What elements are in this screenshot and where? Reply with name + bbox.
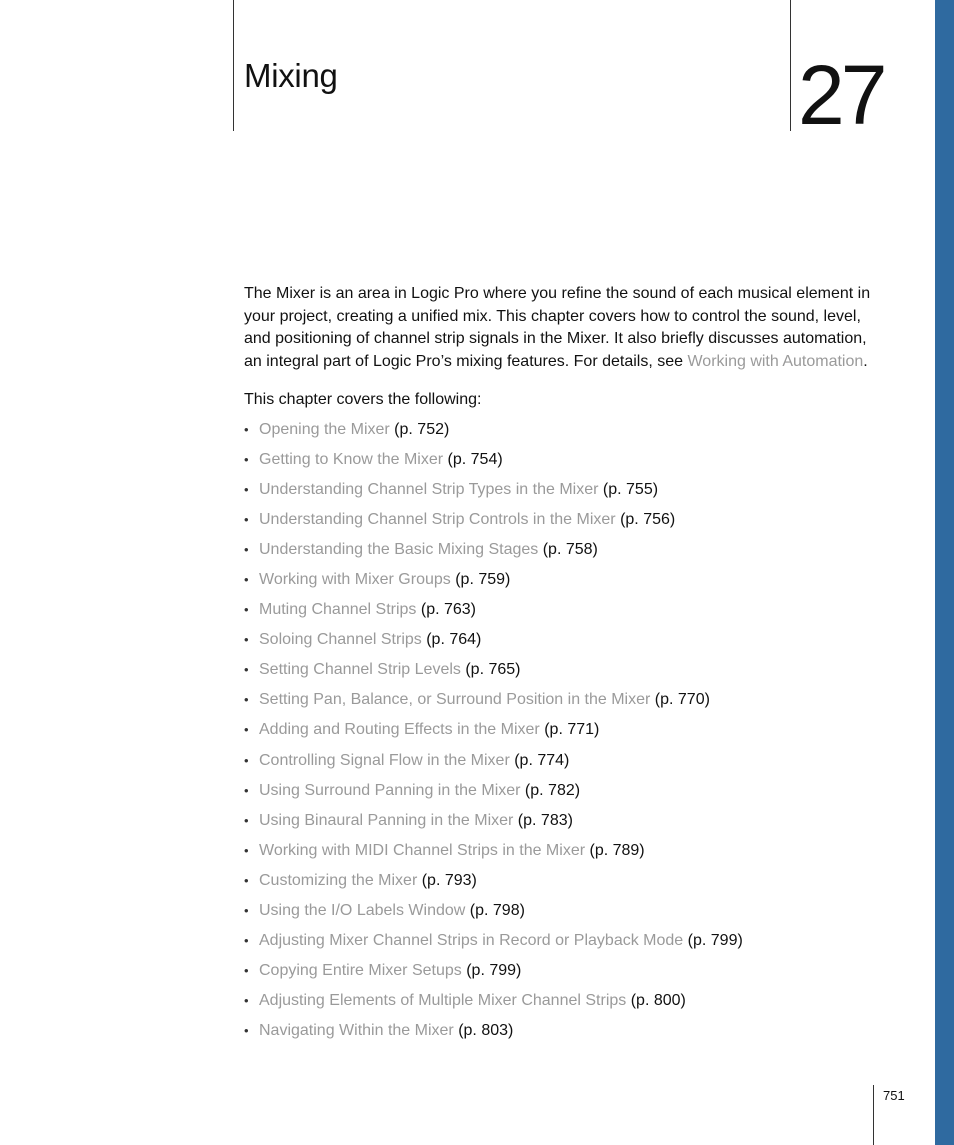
toc-item bbox=[244, 810, 743, 840]
toc-link[interactable]: Understanding the Basic Mixing Stages bbox=[259, 541, 539, 559]
toc-item bbox=[244, 990, 743, 1020]
bullet-icon: • bbox=[244, 512, 249, 528]
bullet-icon: • bbox=[244, 632, 249, 648]
bullet-icon: • bbox=[244, 992, 249, 1008]
bullet-icon: • bbox=[244, 902, 249, 918]
toc-item bbox=[244, 599, 743, 629]
toc-list bbox=[244, 419, 743, 1050]
toc-page-ref: (p. 754) bbox=[443, 451, 503, 469]
toc-page-ref: (p. 756) bbox=[615, 511, 676, 529]
bullet-icon: • bbox=[244, 842, 249, 858]
toc-link[interactable]: Using the I/O Labels Window bbox=[259, 901, 466, 919]
toc-item bbox=[244, 449, 743, 479]
toc-link[interactable]: Setting Channel Strip Levels bbox=[259, 661, 461, 679]
intro-paragraph bbox=[244, 283, 876, 374]
toc-page-ref: (p. 770) bbox=[650, 691, 710, 709]
toc-page-ref: (p. 783) bbox=[513, 811, 573, 829]
toc-page-ref: (p. 789) bbox=[585, 841, 645, 859]
toc-page-ref: (p. 799) bbox=[461, 961, 522, 979]
toc-page-ref: (p. 771) bbox=[539, 721, 600, 739]
header-rule-left bbox=[233, 0, 234, 131]
toc-item bbox=[244, 719, 743, 749]
intro-end: . bbox=[863, 353, 868, 371]
bullet-icon: • bbox=[244, 452, 249, 468]
toc-item bbox=[244, 900, 743, 930]
toc-item bbox=[244, 960, 743, 990]
toc-link[interactable]: Soloing Channel Strips bbox=[259, 631, 422, 649]
bullet-icon: • bbox=[244, 1022, 249, 1038]
toc-link[interactable]: Working with MIDI Channel Strips in the Mixer bbox=[259, 841, 586, 859]
toc-link[interactable]: Navigating Within the Mixer bbox=[259, 1021, 454, 1039]
toc-page-ref: (p. 774) bbox=[509, 751, 570, 769]
toc-page-ref: (p. 758) bbox=[538, 541, 598, 559]
toc-link[interactable]: Setting Pan, Balance, or Surround Position in the Mixer bbox=[259, 691, 651, 709]
intro-automation-link[interactable]: Working with Automation bbox=[687, 353, 864, 371]
footer-rule bbox=[873, 1085, 874, 1145]
toc-link[interactable]: Using Binaural Panning in the Mixer bbox=[259, 811, 514, 829]
toc-item bbox=[244, 659, 743, 689]
toc-item bbox=[244, 479, 743, 509]
chapter-side-bar bbox=[935, 0, 954, 1145]
toc-item bbox=[244, 539, 743, 569]
toc-page-ref: (p. 763) bbox=[416, 601, 477, 619]
toc-item bbox=[244, 840, 743, 870]
bullet-icon: • bbox=[244, 812, 249, 828]
bullet-icon: • bbox=[244, 662, 249, 678]
toc-item bbox=[244, 930, 743, 960]
bullet-icon: • bbox=[244, 752, 249, 768]
toc-link[interactable]: Copying Entire Mixer Setups bbox=[259, 961, 462, 979]
toc-page-ref: (p. 752) bbox=[389, 421, 450, 438]
bullet-icon: • bbox=[244, 962, 249, 978]
toc-link[interactable]: Working with Mixer Groups bbox=[259, 571, 451, 589]
bullet-icon: • bbox=[244, 422, 249, 437]
toc-page-ref: (p. 793) bbox=[417, 871, 477, 889]
bullet-icon: • bbox=[244, 782, 249, 798]
bullet-icon: • bbox=[244, 722, 249, 738]
intro-text: The Mixer is an area in Logic Pro where you refine the sound of each musical element in your project, creating a unified mix. This chapter covers how to control the sound, level, and positioning of channel strip signals in the Mixer. It also briefly discusses automation, an integral part of Logic Pro’s mixing features. For details, see bbox=[244, 285, 871, 371]
toc-page-ref: (p. 798) bbox=[465, 901, 525, 919]
toc-item bbox=[244, 629, 743, 659]
covers-label: This chapter covers the following: bbox=[244, 391, 482, 408]
toc-page-ref: (p. 765) bbox=[460, 661, 521, 679]
toc-item bbox=[244, 419, 743, 449]
page-number: 751 bbox=[883, 1088, 905, 1103]
bullet-icon: • bbox=[244, 692, 249, 708]
toc-link[interactable]: Adjusting Elements of Multiple Mixer Channel Strips bbox=[259, 991, 627, 1009]
bullet-icon: • bbox=[244, 482, 249, 498]
toc-page-ref: (p. 759) bbox=[450, 571, 511, 589]
toc-item bbox=[244, 509, 743, 539]
toc-page-ref: (p. 803) bbox=[453, 1021, 514, 1039]
toc-item bbox=[244, 780, 743, 810]
toc-page-ref: (p. 764) bbox=[421, 631, 482, 649]
chapter-number: 27 bbox=[798, 48, 884, 142]
toc-page-ref: (p. 782) bbox=[520, 781, 581, 799]
toc-link[interactable]: Controlling Signal Flow in the Mixer bbox=[259, 751, 510, 769]
toc-link[interactable]: Muting Channel Strips bbox=[259, 601, 417, 619]
toc-link[interactable]: Getting to Know the Mixer bbox=[259, 451, 444, 469]
bullet-icon: • bbox=[244, 542, 249, 558]
chapter-title: Mixing bbox=[244, 57, 338, 94]
toc-page-ref: (p. 755) bbox=[598, 481, 659, 499]
toc-link[interactable]: Understanding Channel Strip Controls in the Mixer bbox=[259, 511, 616, 529]
toc-item bbox=[244, 750, 743, 780]
toc-item bbox=[244, 689, 743, 719]
toc-item bbox=[244, 1020, 743, 1050]
toc-link[interactable]: Customizing the Mixer bbox=[259, 871, 418, 889]
toc-page-ref: (p. 800) bbox=[626, 991, 686, 1009]
bullet-icon: • bbox=[244, 872, 249, 888]
header-rule-right bbox=[790, 0, 791, 131]
toc-link[interactable]: Adjusting Mixer Channel Strips in Record or Playback Mode bbox=[259, 931, 684, 949]
toc-link[interactable]: Understanding Channel Strip Types in the Mixer bbox=[259, 481, 599, 499]
toc-item bbox=[244, 870, 743, 900]
bullet-icon: • bbox=[244, 572, 249, 588]
bullet-icon: • bbox=[244, 932, 249, 948]
toc-link[interactable]: Using Surround Panning in the Mixer bbox=[259, 781, 521, 799]
toc-link[interactable]: Adding and Routing Effects in the Mixer bbox=[259, 721, 540, 739]
toc-item bbox=[244, 569, 743, 599]
toc-link[interactable]: Opening the Mixer bbox=[259, 421, 390, 438]
bullet-icon: • bbox=[244, 602, 249, 618]
toc-page-ref: (p. 799) bbox=[683, 931, 743, 949]
